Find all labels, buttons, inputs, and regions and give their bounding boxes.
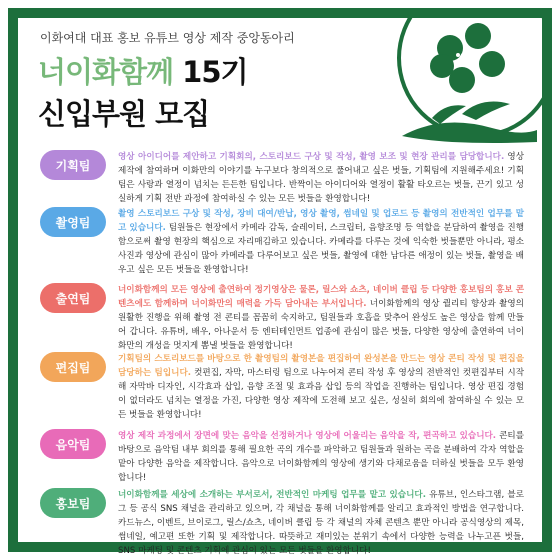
- team-body-text: 컷편집, 자막, 마스터링 팀으로 나누어져 콘티 작성 후 영상의 전반적인 컷편집부터 시작해 자막바 디자인, 시각효과 삽입, 음향 조절 및 효과음 삽입 등의 작업을 진행하는 팀입니다. 영상 편집 경험이 없더라도 넘치는 열정을 가진, 다양한 영상 제작에 도전해 보고 싶은, 성실히 회의에 참여하실 수 있는 모든 벗들을 환영합니다!: [118, 368, 524, 420]
- team-badge: 기획팀: [40, 150, 106, 180]
- team-body-text: 팀원들은 현장에서 카메라 감독, 슬레이터, 스크립터, 음향조명 등 역할을 분담하여 촬영을 진행함으로써 촬영 현장의 핵심으로 자리매김하고 있습니다. 카메라를 다루는 것에 익숙한 벗들뿐만 아니라, 평소 사진과 영상에 관심이 많아 카메라를 다루어보고 싶은 벗들, 촬영에 대한 남다른 애정이 있는 벗들, 촬영을 배우고 싶은 모든 벗들을 환영합니다!: [118, 223, 525, 275]
- team-lead-text: 너이화함께의 모든 영상에 출연하여 정기영상은 물론, 릴스와 쇼츠, 네이버 클립 등 다양한 홍보팀의 홍보 콘텐츠에도 함께하며 너이화만의 매력을 가득 담아내는 부서입니다.: [118, 285, 524, 309]
- team-description: [118, 207, 524, 277]
- team-badge: 편집팀: [40, 352, 106, 382]
- team-description: [118, 283, 524, 353]
- team-badge: 음악팀: [40, 429, 106, 459]
- team-body-text: 유튜브, 인스타그램, 블로그 등 공식 SNS 채널을 관리하고 있으며, 각 채널을 통해 너이화함께를 알리고 효과적인 방법을 연구합니다. 카드뉴스, 이벤트, 브이로그, 릴스/쇼츠, 네이버 클립 등 각 채널의 자체 콘텐츠 뿐만 아니라 공식영상의 제목, 썸네일, 예고편 또한 기획 및 제작합니다. 따뜻하고 재미있는 분위기 속에서 다양한 능력을 나누고픈 벗들, SNS 마케팅 및 콘텐츠 기획에 관심이 있는 모든 벗들을 환영합니다!: [118, 490, 524, 556]
- team-description: [118, 429, 524, 485]
- team-lead-text: 너이화함께를 세상에 소개하는 부서로서, 전반적인 마케팅 업무를 맡고 있습니다.: [118, 490, 426, 500]
- team-body-text: 콘티를 바탕으로 음악팀 내부 회의를 통해 필요한 곡의 개수를 파악하고 팀원들과 원하는 곡을 분배하여 각자 역할을 맡아 다양한 음악을 제작합니다. 음악으로 너이화함께의 영상에 생기와 다채로움을 더하실 벗들을 모두 환영합니다!: [118, 431, 524, 483]
- page-title: [38, 50, 248, 91]
- team-body-text: 너이화함께의 영상 퀄리티 향상과 촬영의 원활한 진행을 위해 촬영 전 콘티를 꼼꼼히 숙지하고, 팀원들과 호흡을 맞추어 완성도 높은 영상을 함께 만들어 갑니다. 유튜버, 배우, 아나운서 등 엔터테인먼트 업종에 관심이 많은 벗들, 다양한 영상에 출연하여 너이화만의 개성을 멋지게 뽐낼 벗들을 환영합니다!: [118, 299, 524, 351]
- team-lead-text: 촬영 스토리보드 구상 및 작성, 장비 대여/반납, 영상 촬영, 썸네일 및 업로드 등 촬영의 전반적인 업무를 맡고 있습니다.: [118, 209, 524, 233]
- team-badge: 촬영팀: [40, 207, 106, 237]
- team-description: [118, 352, 524, 422]
- club-name: 너이화함께: [38, 55, 174, 89]
- recruit-title: 신입부원 모집: [38, 97, 210, 131]
- team-lead-text: 영상 아이디어를 제안하고 기획회의, 스토리보드 구상 및 작성, 촬영 보조 및 현장 관리를 담당합니다.: [118, 152, 505, 162]
- team-lead-text: 영상 제작 과정에서 장면에 맞는 음악을 선정하거나 영상에 어울리는 음악을 작, 편곡하고 있습니다.: [118, 431, 497, 441]
- team-badge: 홍보팀: [40, 488, 106, 518]
- team-body-text: 영상 제작에 참여하며 이화만의 이야기를 누구보다 창의적으로 풀어내고 싶은 벗들, 기획팀에 지원해주세요! 기획팀은 사랑과 열정이 넘치는 든든한 팀입니다. 반짝이는 아이디어와 열정이 활활 타오르는 벗들, 끈기 있고 성실하게 기획 전반 과정에 참여하실 수 있는 모든 벗들을 환영합니다!: [118, 152, 524, 204]
- ewha-emblem-icon: [342, 18, 542, 158]
- cohort-number: 15기: [173, 55, 248, 89]
- team-description: [118, 488, 524, 558]
- team-lead-text: 기획팀의 스토리보드를 바탕으로 한 촬영팀의 촬영본을 편집하여 완성본을 만드는 영상 콘티 작성 및 편집을 담당하는 팀입니다.: [118, 354, 524, 378]
- team-badge: 출연팀: [40, 283, 106, 313]
- club-subtitle: 이화여대 대표 홍보 유튜브 영상 제작 중앙동아리: [40, 31, 295, 45]
- team-description: [118, 150, 524, 206]
